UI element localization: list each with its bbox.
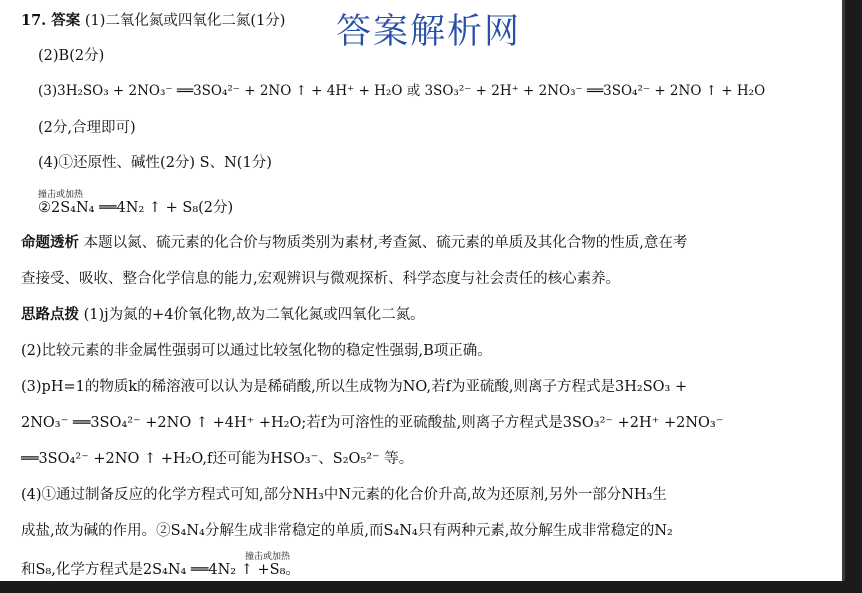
hint-3-a: (3)pH=1的物质k的稀溶液可以认为是稀硝酸,所以生成物为NO,若f为亚硫酸,则离子方程式是3H₂SO₃ + <box>21 379 688 395</box>
hint-3-b: 2NO₃⁻ ══3SO₄²⁻ +2NO ↑ +4H⁺ +H₂O;若f为可溶性的亚硫酸盐,则离子方程式是3SO₃²⁻ +2H⁺ +2NO₃⁻ <box>21 415 724 431</box>
hint-3-c: ══3SO₄²⁻ +2NO ↑ +H₂O,f还可能为HSO₃⁻、S₂O₅²⁻ 等。 <box>21 451 414 467</box>
reaction-condition-2: 撞击或加热 <box>245 552 291 562</box>
line-analysis <box>21 236 687 251</box>
hint-4-c: 和S₈,化学方程式是2S₄N₄ ══4N₂ ↑ +S₈。 <box>21 562 300 578</box>
analysis-text-2: 查接受、吸收、整合化学信息的能力,宏观辨识与微观探析、科学态度与社会责任的核心素养。 <box>21 271 621 287</box>
question-number: 17. <box>21 12 52 29</box>
hint-2: (2)比较元素的非金属性强弱可以通过比较氢化物的稳定性强弱,B项正确。 <box>21 343 492 359</box>
answer-2: (2)B(2分) <box>38 48 105 64</box>
reaction-condition-1: 撞击或加热 <box>38 190 84 200</box>
line-answer-header <box>21 14 285 29</box>
hint-4-a: (4)①通过制备反应的化学方程式可知,部分NH₃中N元素的化合价升高,故为还原剂,另外一部分NH₃生 <box>21 487 667 503</box>
answer-label: 答案 <box>51 12 81 29</box>
bottom-strip <box>0 581 862 593</box>
hint-4-b: 成盐,故为碱的作用。②S₄N₄分解生成非常稳定的单质,而S₄N₄只有两种元素,故分解生成非常稳定的N₂ <box>21 523 673 539</box>
line-hints <box>21 308 425 323</box>
answer-3-equation: (3)3H₂SO₃ + 2NO₃⁻ ══3SO₄²⁻ + 2NO ↑ + 4H⁺ + H₂O 或 3SO₃²⁻ + 2H⁺ + 2NO₃⁻ ══3SO₄²⁻ + 2NO ↑ + H₂O <box>38 83 766 99</box>
answer-4-part2: ②2S₄N₄ ══4N₂ ↑ + S₈(2分) <box>38 200 234 216</box>
answer-4-part1: (4)①还原性、碱性(2分) S、N(1分) <box>38 155 272 171</box>
answer-1: (1)二氧化氮或四氧化二氮(1分) <box>80 13 286 29</box>
analysis-label: 命题透析 <box>21 234 79 251</box>
hints-label: 思路点拨 <box>21 306 79 323</box>
hint-1: (1)j为氮的+4价氧化物,故为二氧化氮或四氧化二氮。 <box>79 307 425 323</box>
answer-3-note: (2分,合理即可) <box>38 120 136 136</box>
analysis-text-1: 本题以氮、硫元素的化合价与物质类别为素材,考查氮、硫元素的单质及其化合物的性质,意在考 <box>79 235 688 251</box>
watermark: 答案解析网 <box>336 12 522 52</box>
